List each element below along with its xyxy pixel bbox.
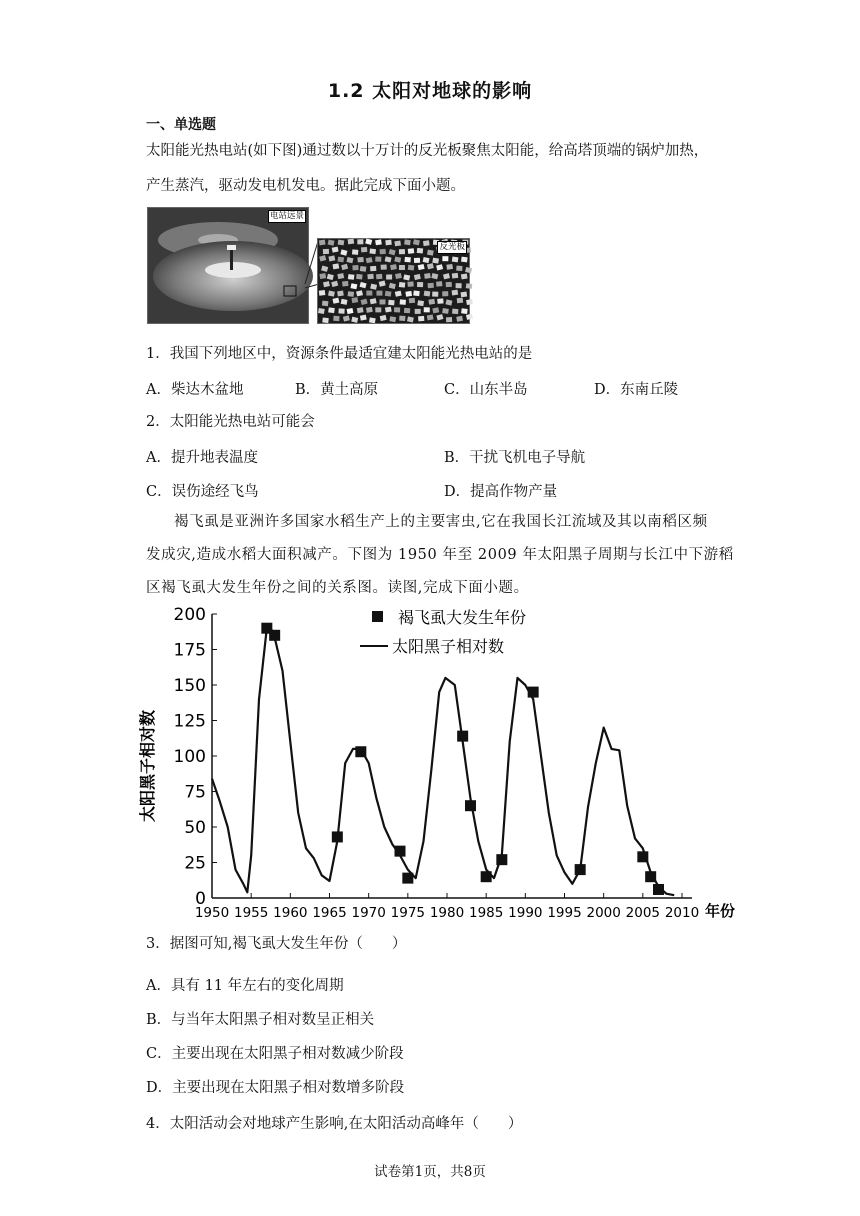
pest-year-markers	[261, 623, 664, 895]
reflector-panel	[357, 239, 363, 244]
reflector-panel	[379, 281, 386, 287]
reflector-panel	[432, 291, 438, 296]
reflector-panel	[418, 264, 425, 270]
reflector-panel	[466, 314, 473, 320]
far-view-label: 电站远景	[269, 211, 304, 221]
reflector-panel	[461, 257, 468, 263]
reflector-panel	[348, 239, 355, 245]
reflector-panel	[322, 317, 329, 323]
reflector-panel	[370, 284, 377, 290]
reflector-panel	[442, 256, 448, 261]
x-tick-label: 2005	[625, 905, 661, 921]
page-footer: 试卷第1页，共8页	[374, 1164, 486, 1180]
q1-option-a[interactable]: A．柴达木盆地	[146, 382, 244, 398]
reflector-panel	[342, 281, 348, 287]
reflector-panel	[436, 314, 443, 320]
reflector-panel	[333, 316, 339, 321]
y-tick-label: 100	[173, 747, 206, 767]
reflector-panel	[432, 307, 439, 313]
reflector-panel	[442, 291, 448, 296]
reflector-panel	[389, 283, 396, 289]
reflector-panel	[321, 266, 328, 272]
reflector-panel	[328, 291, 335, 297]
reflector-panel	[399, 282, 406, 288]
reflector-panel	[404, 239, 411, 245]
q1-stem: 1．我国下列地区中，资源条件最适宜建太阳能光热电站的是	[146, 346, 533, 362]
q2-option-c[interactable]: C．误伤途经飞鸟	[146, 484, 259, 500]
reflector-panel	[348, 291, 355, 297]
y-tick-label: 125	[173, 711, 206, 732]
pest-year-marker	[332, 831, 343, 842]
y-tick-label: 75	[184, 782, 206, 803]
page-title: 1.2 太阳对地球的影响	[327, 80, 533, 102]
x-tick-label: 1965	[312, 905, 347, 921]
reflector-panel	[352, 249, 358, 254]
q2-option-d[interactable]: D．提高作物产量	[444, 484, 558, 500]
reflector-panel	[415, 309, 421, 314]
reflector-panel	[395, 291, 402, 297]
reflector-panel	[338, 240, 345, 246]
reflector-panel	[461, 292, 468, 298]
reflector-panel	[389, 249, 396, 255]
reflector-panel	[409, 298, 415, 304]
reflector-panel	[338, 308, 344, 313]
reflector-panel	[389, 316, 396, 322]
y-tick-label: 0	[195, 889, 206, 909]
reflector-panel	[385, 240, 392, 246]
reflector-panel	[452, 257, 459, 263]
reflector-panel	[332, 247, 339, 253]
passage2-line3: 区褐飞虱大发生年份之间的关系图。读图,完成下面小题。	[146, 580, 529, 596]
q2-option-a[interactable]: A．提升地表温度	[146, 450, 258, 466]
reflector-panel	[423, 257, 430, 263]
reflector-panel	[404, 257, 410, 263]
x-tick-label: 1960	[273, 905, 308, 921]
reflector-panel	[332, 263, 339, 269]
reflector-panel	[404, 308, 410, 313]
x-tick-label: 1970	[351, 905, 386, 921]
x-tick-label: 1985	[468, 905, 504, 921]
reflector-panel	[367, 274, 373, 279]
reflector-panel	[360, 315, 367, 321]
reflector-panel	[428, 299, 435, 305]
legend-marker-label: 褐飞虱大发生年份	[398, 608, 527, 627]
reflector-panel	[437, 298, 443, 303]
reflector-panel	[375, 256, 381, 261]
x-tick-label: 2000	[586, 905, 621, 921]
sunspot-pest-chart	[140, 600, 760, 930]
reflector-panel	[456, 283, 462, 288]
reflector-panel	[369, 317, 376, 323]
x-tick-label: 2010	[664, 905, 700, 921]
reflector-panel	[414, 274, 421, 280]
reflector-panel	[337, 257, 344, 263]
reflector-panel	[375, 307, 381, 312]
reflector-panel	[327, 274, 334, 280]
reflector-panel	[323, 281, 330, 287]
x-axis-label: 年份	[705, 902, 736, 920]
reflector-panel	[436, 281, 442, 287]
reflector-panel	[405, 291, 412, 297]
reflector-panel	[461, 308, 468, 314]
reflector-panel	[360, 282, 367, 288]
pest-year-marker	[465, 800, 476, 811]
reflector-panel	[340, 249, 347, 255]
reflector-panel	[351, 317, 358, 323]
reflector-panel	[461, 274, 468, 280]
reflector-panel	[357, 307, 364, 313]
reflector-panel	[351, 297, 358, 303]
reflector-panel	[427, 315, 434, 321]
reflector-panel	[337, 291, 344, 297]
reflector-panel	[443, 273, 450, 279]
reflector-panel	[356, 274, 363, 280]
pest-year-marker	[402, 873, 413, 884]
reflector-panel	[417, 282, 423, 287]
panel-label: 反光板	[439, 242, 465, 252]
passage1-line1: 太阳能光热电站(如下图)通过数以十万计的反光板聚焦太阳能，给高塔顶端的锅炉加热，	[146, 143, 709, 159]
reflector-panel	[347, 308, 354, 314]
pest-year-marker	[395, 846, 406, 857]
reflector-panel	[465, 267, 472, 273]
reflector-panel	[394, 241, 401, 247]
passage2-line1: 褐飞虱是亚洲许多国家水稻生产上的主要害虫,它在我国长江流域及其以南稻区频	[174, 514, 708, 530]
reflector-panel	[423, 240, 430, 246]
reflector-panel	[403, 274, 410, 280]
reflector-panel	[343, 315, 350, 321]
x-tick-label: 1980	[429, 905, 465, 921]
pest-year-marker	[269, 630, 280, 641]
reflector-panel	[370, 298, 377, 304]
reflector-panel	[341, 299, 348, 305]
reflector-panel	[432, 258, 439, 264]
y-axis-label: 太阳黑子相对数	[138, 709, 157, 823]
x-tick-label: 1975	[390, 905, 426, 921]
reflector-panel	[369, 248, 376, 254]
y-tick-labels	[174, 605, 217, 909]
reflector-panel	[400, 299, 406, 305]
chart-legend	[360, 608, 526, 656]
pest-year-marker	[645, 871, 656, 882]
reflector-panel	[452, 290, 459, 296]
reflector-panel	[417, 248, 423, 254]
reflector-panel	[348, 274, 355, 280]
pest-year-marker	[355, 746, 366, 757]
reflector-panel	[428, 283, 434, 288]
reflector-panel	[323, 249, 329, 254]
reflector-panel	[413, 291, 419, 297]
q3-option-c[interactable]: C．主要出现在太阳黑子相对数减少阶段	[146, 1046, 404, 1062]
reflector-panel	[427, 263, 434, 269]
reflector-panel	[466, 283, 473, 289]
reflector-panel	[424, 307, 430, 312]
reflector-panel	[399, 265, 405, 270]
q1-option-b[interactable]: B．黄土高原	[295, 382, 379, 398]
reflector-panel	[380, 249, 386, 254]
reflector-panel	[366, 290, 372, 295]
y-tick-label: 200	[173, 605, 206, 625]
q2-stem: 2．太阳能光热电站可能会	[146, 414, 315, 430]
reflector-panel	[337, 273, 344, 279]
reflector-panel	[390, 264, 397, 270]
reflector-panel	[424, 273, 431, 279]
pest-year-marker	[653, 884, 664, 895]
y-tick-label: 50	[184, 818, 206, 838]
reflector-panel	[457, 298, 463, 304]
reflector-panel	[445, 299, 452, 305]
reflector-panel	[466, 299, 473, 305]
reflector-panel	[452, 309, 458, 314]
reflector-panel	[446, 317, 452, 322]
reflector-panel	[360, 266, 367, 272]
x-tick-label: 1955	[233, 905, 269, 921]
reflector-panel	[407, 281, 413, 287]
reflector-panel	[319, 255, 326, 261]
passage1-line2: 产生蒸汽，驱动发电机发电。据此完成下面小题。	[146, 178, 465, 194]
reflector-panel	[346, 257, 353, 263]
reflector-panel	[395, 273, 402, 279]
reflector-panel	[456, 266, 462, 271]
power-station-far-view-photo	[147, 207, 309, 324]
q3-option-a[interactable]: A．具有 11 年左右的变化周期	[146, 978, 344, 994]
x-tick-label: 1950	[194, 905, 230, 921]
reflector-panel	[381, 264, 387, 269]
reflector-panels-photo	[317, 238, 470, 324]
q4-stem: 4．太阳活动会对地球产生影响,在太阳活动高峰年（ ）	[146, 1116, 523, 1132]
reflector-panel	[385, 256, 392, 262]
reflector-panel	[394, 256, 401, 262]
reflector-panel	[427, 250, 434, 256]
reflector-panel	[385, 307, 392, 313]
pest-year-marker	[637, 851, 648, 862]
reflector-panel	[350, 283, 357, 289]
reflector-panel	[365, 239, 372, 245]
reflector-panel	[424, 291, 431, 297]
legend-marker-swatch	[372, 611, 383, 622]
reflector-panel	[319, 240, 326, 246]
reflector-panel	[413, 239, 420, 245]
reflector-panel	[380, 299, 386, 304]
reflector-panel	[386, 274, 392, 279]
reflector-panel	[417, 300, 424, 306]
reflector-panel	[370, 266, 376, 271]
passage2-line2: 发成灾,造成水稻大面积减产。下图为 1950 年至 2009 年太阳黑子周期与长江中下游稻	[146, 547, 734, 563]
reflector-panel	[376, 274, 382, 279]
reflector-panel	[394, 307, 400, 312]
reflector-panel	[446, 264, 453, 270]
pest-year-marker	[496, 854, 507, 865]
reflector-panel	[452, 273, 458, 279]
reflector-panel	[356, 290, 363, 296]
reflector-panel	[399, 316, 405, 321]
q1-option-d[interactable]: D．东南丘陵	[594, 382, 679, 398]
reflector-panel	[414, 258, 420, 263]
reflector-panel	[431, 273, 438, 279]
x-tick-label: 1995	[547, 905, 582, 921]
reflector-panel	[442, 308, 449, 314]
reflector-panel	[408, 248, 415, 254]
section-heading: 一、单选题	[146, 117, 216, 133]
pest-year-marker	[575, 864, 586, 875]
reflector-panel	[318, 308, 325, 314]
reflector-panel	[328, 255, 335, 261]
y-tick-label: 25	[184, 853, 206, 874]
legend-line-label: 太阳黑子相对数	[392, 637, 505, 656]
reflector-panel	[385, 291, 392, 297]
pest-year-marker	[457, 731, 468, 742]
reflector-panel	[399, 249, 405, 254]
reflector-panel	[341, 264, 348, 270]
q3-option-b[interactable]: B．与当年太阳黑子相对数呈正相关	[146, 1012, 375, 1028]
x-tick-label: 1990	[508, 905, 543, 921]
reflector-panel	[446, 282, 452, 287]
reflector-panel	[418, 316, 424, 321]
sunspot-series-line	[212, 628, 674, 895]
reflector-panel	[332, 298, 339, 304]
reflector-panel	[319, 273, 326, 279]
reflector-panel	[388, 300, 394, 306]
reflector-panel	[331, 281, 338, 287]
reflector-panel	[366, 307, 373, 313]
pest-year-marker	[528, 687, 539, 698]
reflector-panel	[328, 307, 335, 313]
reflector-panel	[408, 265, 415, 271]
x-tick-labels	[195, 893, 699, 921]
reflector-panel	[361, 299, 368, 305]
reflector-panel	[322, 301, 329, 307]
reflector-panel	[375, 239, 382, 245]
pest-year-marker	[481, 871, 492, 882]
q1-option-c[interactable]: C．山东半岛	[444, 382, 528, 398]
q3-stem: 3．据图可知,褐飞虱大发生年份（ ）	[146, 936, 407, 952]
reflector-panel	[366, 257, 373, 263]
y-tick-label: 175	[173, 640, 206, 661]
reflector-panel	[319, 290, 326, 296]
reflector-panel	[436, 264, 443, 270]
y-tick-label: 150	[173, 676, 206, 696]
reflector-panel	[357, 257, 363, 262]
reflector-panel	[361, 247, 367, 252]
q2-option-b[interactable]: B．干扰飞机电子导航	[444, 450, 586, 466]
reflector-panel	[352, 265, 358, 270]
reflector-panel	[380, 315, 387, 321]
reflector-panel	[328, 240, 335, 246]
q3-option-d[interactable]: D．主要出现在太阳黑子相对数增多阶段	[146, 1080, 405, 1096]
reflector-panel	[456, 316, 463, 322]
reflector-panel	[376, 291, 382, 296]
reflector-panel	[407, 316, 414, 322]
